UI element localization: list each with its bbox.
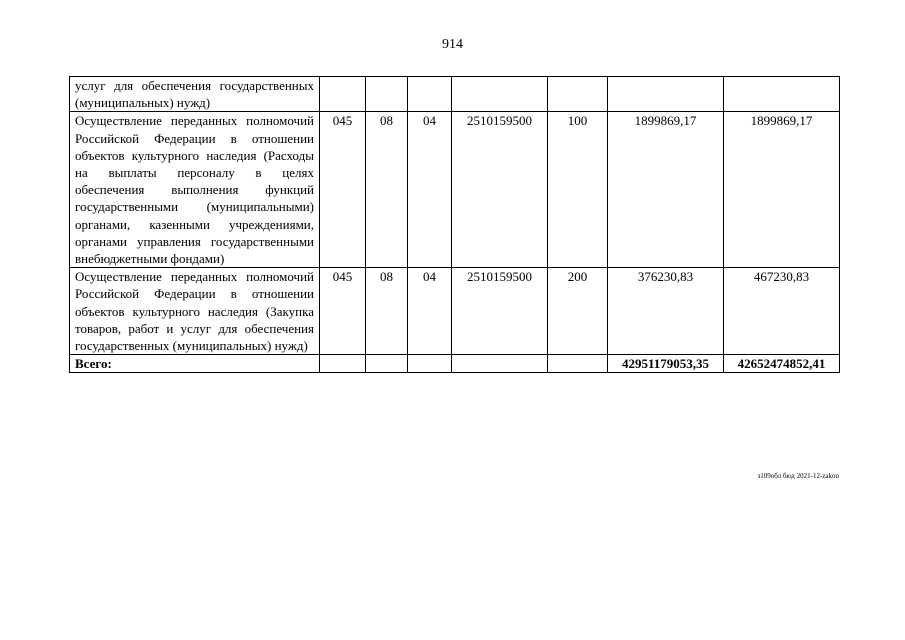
row-description: услуг для обеспечения государственных (муниципальных) нужд) — [70, 77, 320, 112]
amount-year-1: 1899869,17 — [608, 112, 724, 268]
total-amount-year-1: 42951179053,35 — [608, 355, 724, 373]
table-row — [70, 77, 840, 112]
empty-cell — [548, 355, 608, 373]
ministry-code: 045 — [320, 112, 366, 268]
target-article-code — [452, 77, 548, 112]
ministry-code: 045 — [320, 268, 366, 355]
total-label: Всего: — [70, 355, 320, 373]
table-row — [70, 268, 840, 355]
amount-year-2: 1899869,17 — [724, 112, 840, 268]
section-code: 08 — [366, 112, 408, 268]
subsection-code — [408, 77, 452, 112]
total-amount-year-2: 42652474852,41 — [724, 355, 840, 373]
total-row — [70, 355, 840, 373]
target-article-code: 2510159500 — [452, 268, 548, 355]
expense-type-code — [548, 77, 608, 112]
expense-type-code: 200 — [548, 268, 608, 355]
target-article-code: 2510159500 — [452, 112, 548, 268]
table-row — [70, 112, 840, 268]
subsection-code: 04 — [408, 268, 452, 355]
ministry-code — [320, 77, 366, 112]
amount-year-1: 376230,83 — [608, 268, 724, 355]
empty-cell — [452, 355, 548, 373]
amount-year-2 — [724, 77, 840, 112]
row-description: Осуществление переданных полномочий Российской Федерации в отношении объектов культурного наследия (Закупка товаров, работ и услуг для обеспечения государственных (муниципальных) нужд) — [70, 268, 320, 355]
amount-year-1 — [608, 77, 724, 112]
document-footer-code: з109обл бюд 2021-12-zakon — [757, 472, 839, 480]
subsection-code: 04 — [408, 112, 452, 268]
section-code: 08 — [366, 268, 408, 355]
empty-cell — [408, 355, 452, 373]
amount-year-2: 467230,83 — [724, 268, 840, 355]
expense-type-code: 100 — [548, 112, 608, 268]
row-description: Осуществление переданных полномочий Российской Федерации в отношении объектов культурного наследия (Расходы на выплаты персоналу в целях обеспечения выполнения функций государственными (муниципальными) органами, казенными учреждениями, органами управления государственными внебюджетными фондами) — [70, 112, 320, 268]
page-number: 914 — [442, 37, 463, 52]
budget-table — [69, 76, 840, 373]
empty-cell — [366, 355, 408, 373]
empty-cell — [320, 355, 366, 373]
section-code — [366, 77, 408, 112]
